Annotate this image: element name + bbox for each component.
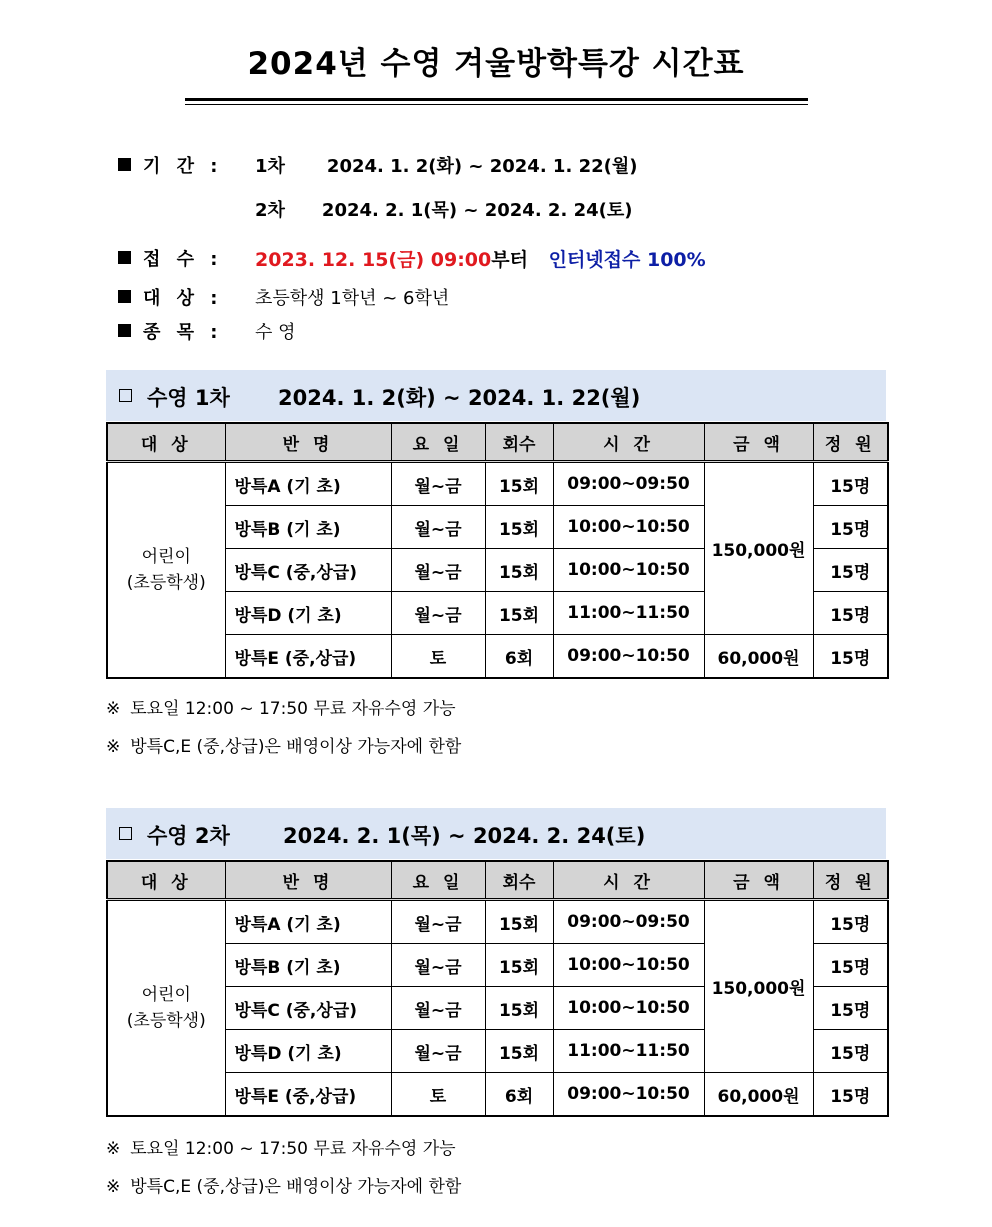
col-header-class: 반 명 [225, 861, 391, 900]
target-line2: (초등학생) [126, 1011, 206, 1031]
class-count: 15회 [485, 462, 553, 506]
col-header-days: 요 일 [391, 861, 485, 900]
class-days: 월~금 [391, 592, 485, 635]
period1-dates: 2024. 1. 2(화) ~ 2024. 1. 22(월) [326, 156, 638, 177]
section-label: 수영 2차 [147, 824, 230, 848]
period1-name: 1차 [255, 156, 285, 177]
section-header-1 [106, 370, 886, 421]
class-name: 방특A (기 초) [225, 900, 391, 944]
class-time: 09:00~10:50 [553, 635, 704, 679]
class-days: 토 [391, 1073, 485, 1117]
note-mark: ※ [106, 699, 121, 719]
class-name: 방특D (기 초) [225, 1030, 391, 1073]
note-1 [106, 694, 456, 719]
bullet-square-icon [118, 324, 131, 337]
section-header-2 [106, 808, 886, 859]
note-text: 토요일 12:00 ~ 17:50 무료 자유수영 가능 [130, 1139, 456, 1159]
reception-label: 접 수 : [143, 249, 223, 270]
col-header-target: 대 상 [107, 423, 225, 462]
bullet-square-icon [118, 290, 131, 303]
col-header-days: 요 일 [391, 423, 485, 462]
class-time: 09:00~10:50 [553, 1073, 704, 1117]
class-days: 월~금 [391, 944, 485, 987]
col-header-time: 시 간 [553, 861, 704, 900]
section-period: 2024. 1. 2(화) ~ 2024. 1. 22(월) [278, 386, 641, 410]
target-cell [107, 462, 225, 679]
class-capacity: 15명 [813, 549, 888, 592]
class-capacity: 15명 [813, 506, 888, 549]
col-header-capacity: 정 원 [813, 861, 888, 900]
info-target-row [118, 284, 450, 310]
note-mark: ※ [106, 1139, 121, 1159]
bullet-square-icon [118, 251, 131, 264]
class-count: 15회 [485, 1030, 553, 1073]
checkbox-square-icon [119, 827, 132, 840]
class-name: 방특D (기 초) [225, 592, 391, 635]
col-header-time: 시 간 [553, 423, 704, 462]
note-text: 방특C,E (중,상급)은 배영이상 가능자에 한함 [130, 737, 462, 757]
table-row [107, 1073, 888, 1117]
table-header-row [107, 423, 888, 462]
class-count: 15회 [485, 549, 553, 592]
class-days: 월~금 [391, 987, 485, 1030]
class-capacity: 15명 [813, 592, 888, 635]
class-capacity: 15명 [813, 1073, 888, 1117]
class-count: 15회 [485, 900, 553, 944]
bullet-square-icon [118, 158, 131, 171]
price-sat: 60,000원 [704, 635, 813, 679]
class-time: 10:00~10:50 [553, 944, 704, 987]
col-header-price: 금 액 [704, 861, 813, 900]
class-time: 10:00~10:50 [553, 506, 704, 549]
class-count: 6회 [485, 635, 553, 679]
page-title: 2024년 수영 겨울방학특강 시간표 [247, 46, 745, 82]
target-line1: 어린이 [141, 985, 191, 1005]
class-name: 방특A (기 초) [225, 462, 391, 506]
class-name: 방특B (기 초) [225, 944, 391, 987]
col-header-price: 금 액 [704, 423, 813, 462]
class-days: 월~금 [391, 1030, 485, 1073]
event-label: 종 목 : [143, 322, 223, 343]
period2-dates: 2024. 2. 1(목) ~ 2024. 2. 24(토) [321, 200, 633, 221]
table-row [107, 900, 888, 944]
section-period: 2024. 2. 1(목) ~ 2024. 2. 24(토) [283, 824, 646, 848]
note-mark: ※ [106, 737, 121, 757]
col-header-class: 반 명 [225, 423, 391, 462]
class-name: 방특C (중,상급) [225, 987, 391, 1030]
class-time: 10:00~10:50 [553, 987, 704, 1030]
class-days: 월~금 [391, 549, 485, 592]
class-name: 방특E (중,상급) [225, 1073, 391, 1117]
price-main: 150,000원 [704, 900, 813, 1073]
target-line2: (초등학생) [126, 573, 206, 593]
schedule-table-2 [106, 860, 889, 1117]
col-header-count: 회수 [485, 423, 553, 462]
period-label: 기 간 : [143, 156, 223, 177]
class-capacity: 15명 [813, 944, 888, 987]
target-label: 대 상 : [143, 288, 223, 309]
reception-suffix: 부터 [491, 249, 528, 271]
class-name: 방특B (기 초) [225, 506, 391, 549]
class-capacity: 15명 [813, 635, 888, 679]
title-rule-thin [185, 104, 808, 105]
target-cell [107, 900, 225, 1117]
class-days: 월~금 [391, 506, 485, 549]
class-name: 방특E (중,상급) [225, 635, 391, 679]
class-time: 10:00~10:50 [553, 549, 704, 592]
target-line1: 어린이 [141, 547, 191, 567]
note-3 [106, 1134, 456, 1159]
class-count: 15회 [485, 592, 553, 635]
note-4 [106, 1172, 461, 1197]
reception [255, 245, 706, 272]
info-reception-row [118, 245, 706, 271]
col-header-capacity: 정 원 [813, 423, 888, 462]
class-time: 11:00~11:50 [553, 592, 704, 635]
class-count: 15회 [485, 944, 553, 987]
price-sat: 60,000원 [704, 1073, 813, 1117]
table-row [107, 462, 888, 506]
period2-name: 2차 [255, 200, 285, 221]
reception-date: 2023. 12. 15(금) 09:00 [255, 249, 492, 271]
info-period-row [118, 152, 638, 178]
table-row [107, 635, 888, 679]
class-days: 월~금 [391, 462, 485, 506]
period1 [255, 152, 637, 178]
note-mark: ※ [106, 1177, 121, 1197]
schedule-table-1 [106, 422, 889, 679]
class-count: 6회 [485, 1073, 553, 1117]
col-header-target: 대 상 [107, 861, 225, 900]
class-time: 09:00~09:50 [553, 462, 704, 506]
class-time: 09:00~09:50 [553, 900, 704, 944]
reception-method: 인터넷접수 100% [548, 249, 706, 271]
table-header-row [107, 861, 888, 900]
price-main: 150,000원 [704, 462, 813, 635]
class-days: 토 [391, 635, 485, 679]
class-count: 15회 [485, 987, 553, 1030]
note-2 [106, 732, 461, 757]
class-capacity: 15명 [813, 462, 888, 506]
note-text: 토요일 12:00 ~ 17:50 무료 자유수영 가능 [130, 699, 456, 719]
class-count: 15회 [485, 506, 553, 549]
event-value: 수 영 [255, 322, 296, 343]
col-header-count: 회수 [485, 861, 553, 900]
target-value: 초등학생 1학년 ~ 6학년 [255, 288, 450, 309]
note-text: 방특C,E (중,상급)은 배영이상 가능자에 한함 [130, 1177, 462, 1197]
title-rule [185, 98, 808, 101]
class-days: 월~금 [391, 900, 485, 944]
section-label: 수영 1차 [147, 386, 230, 410]
period2 [255, 196, 632, 222]
class-capacity: 15명 [813, 1030, 888, 1073]
class-name: 방특C (중,상급) [225, 549, 391, 592]
info-event-row [118, 318, 296, 344]
class-capacity: 15명 [813, 987, 888, 1030]
checkbox-square-icon [119, 389, 132, 402]
class-time: 11:00~11:50 [553, 1030, 704, 1073]
class-capacity: 15명 [813, 900, 888, 944]
